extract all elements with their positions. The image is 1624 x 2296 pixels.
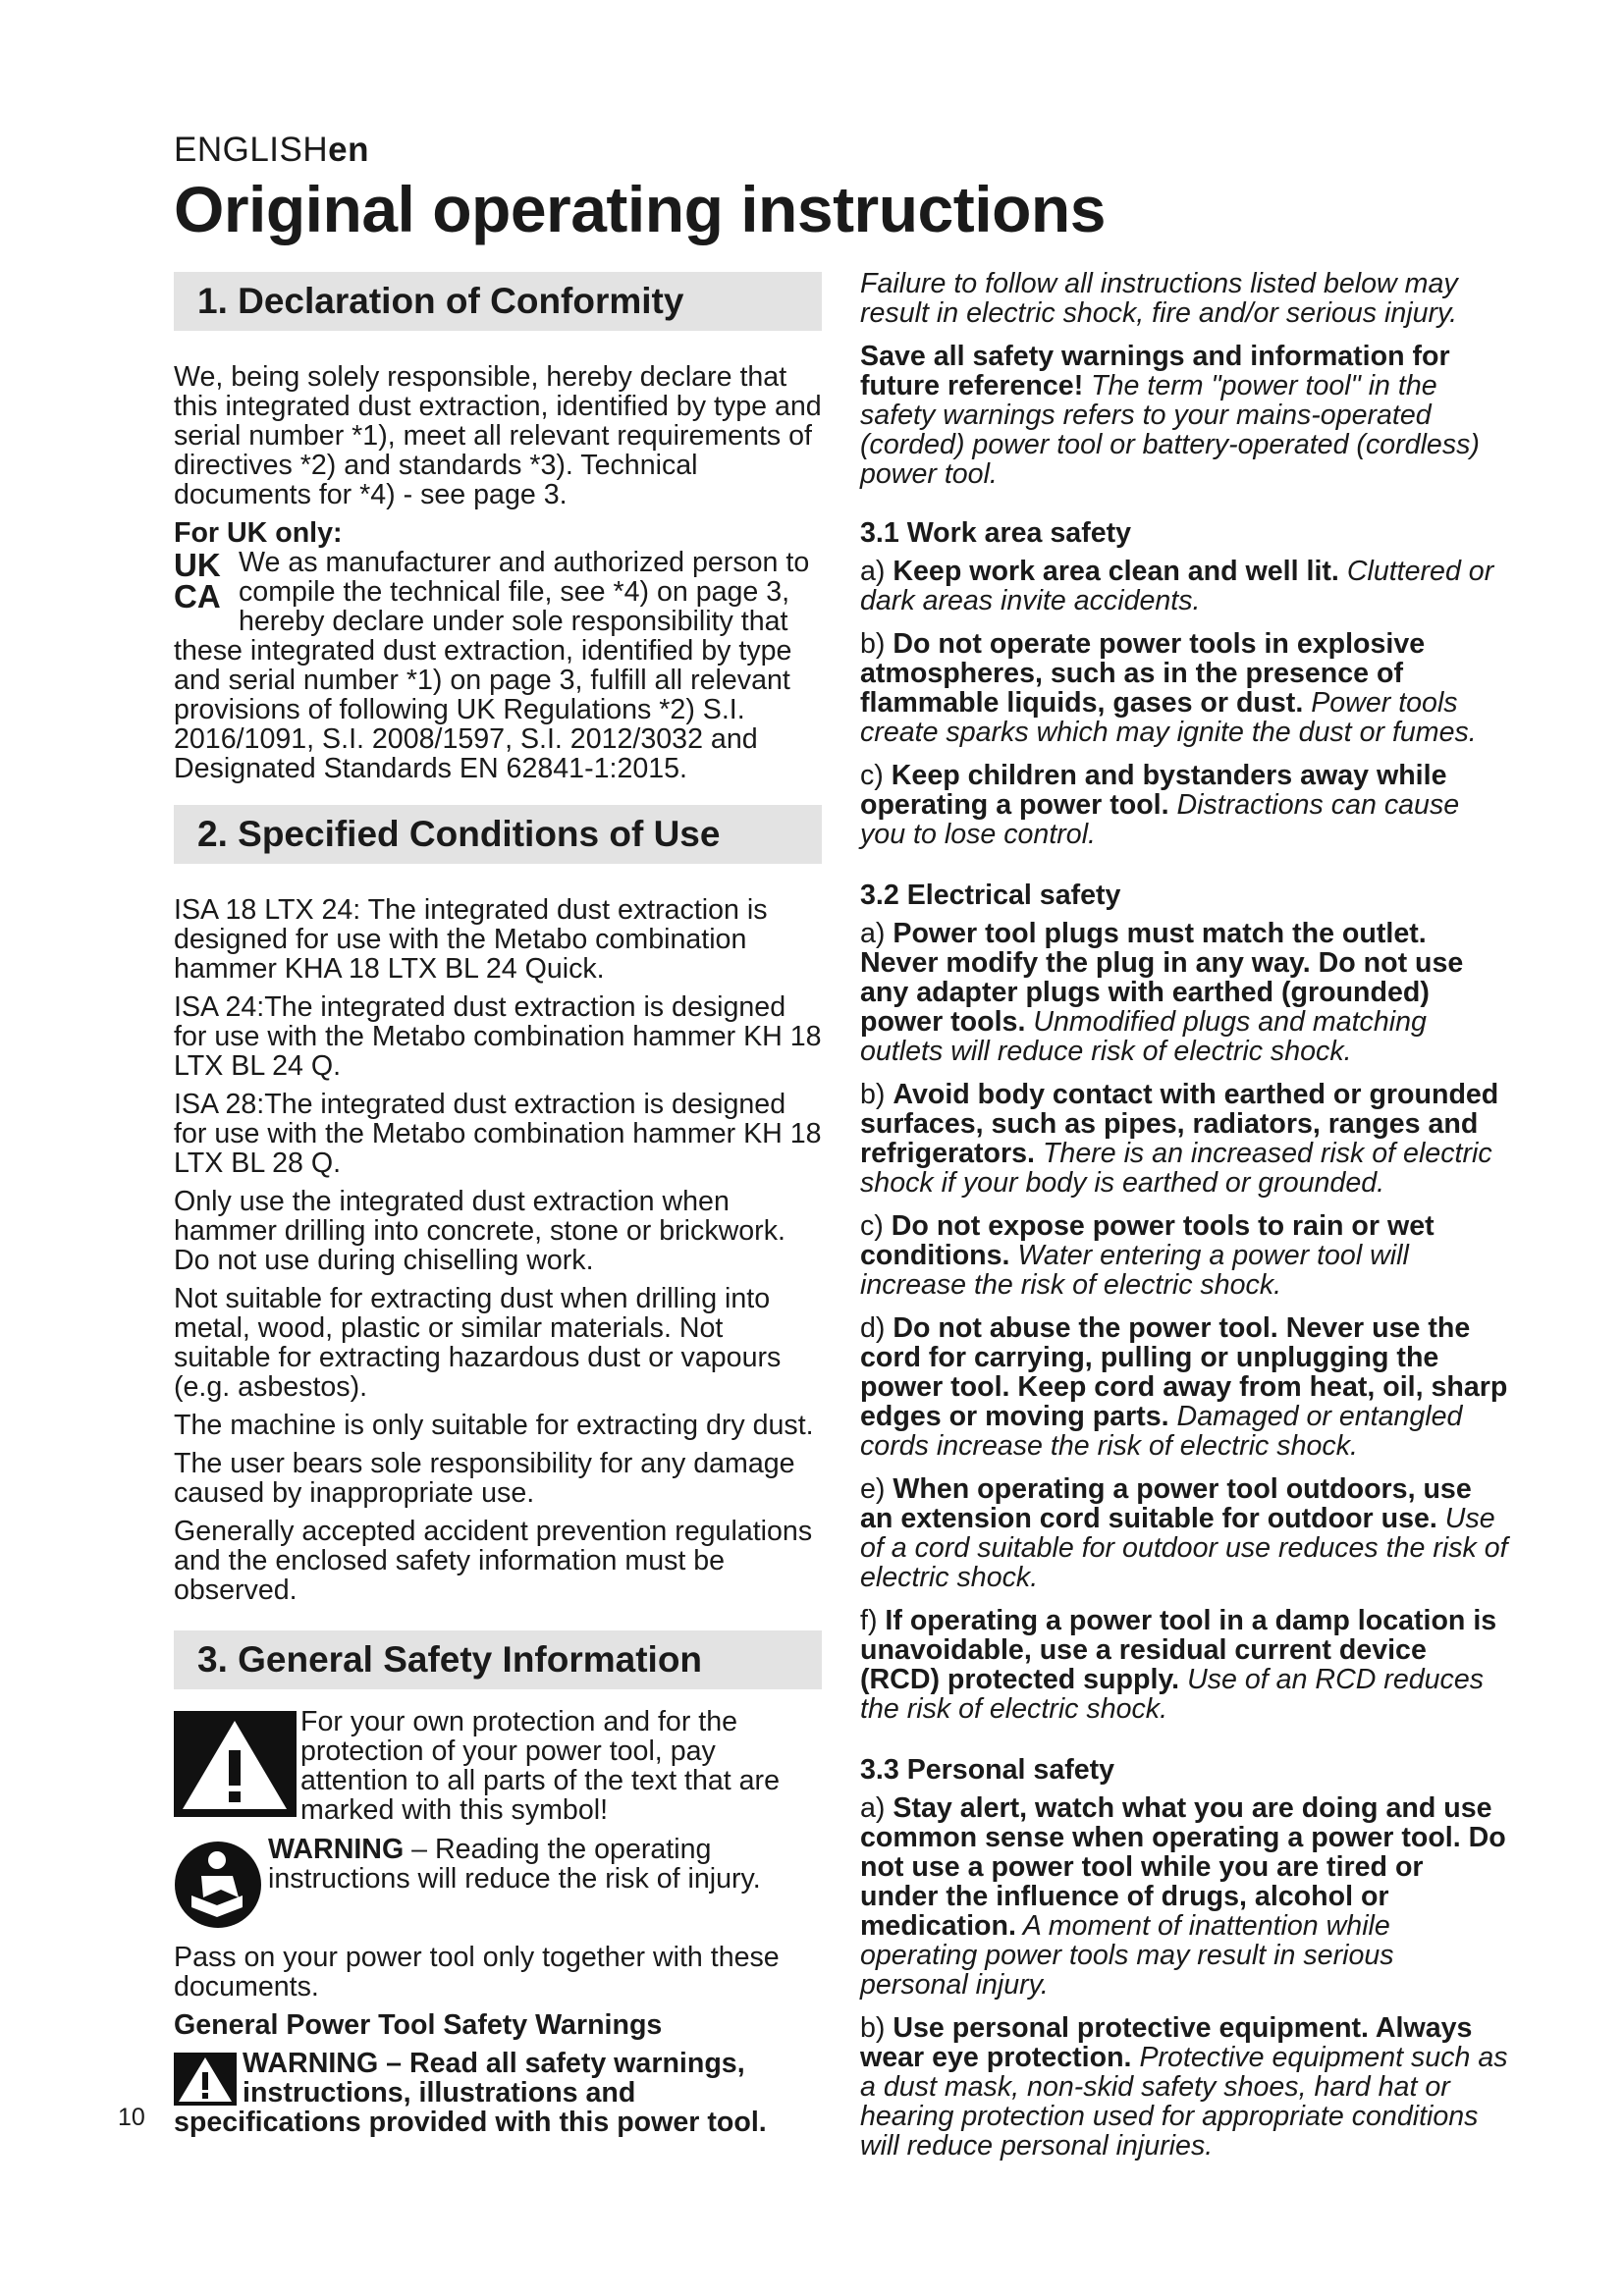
personal-a bbox=[860, 1793, 1508, 2000]
use-dry-dust-text: The machine is only suitable for extracting dry dust. bbox=[174, 1410, 814, 1441]
item-bold: If operating a power tool in a damp location is unavoidable, use a residual current device (RCD) protected supply. bbox=[860, 1605, 1497, 1695]
item-prefix: a) bbox=[860, 1792, 893, 1824]
warning-symbol-note bbox=[174, 1707, 822, 1825]
warning-symbol-text: For your own protection and for the protection of your power tool, pay attention to all parts of the text that are marked with this symbol! bbox=[300, 1706, 780, 1826]
personal-heading: 3.3 Personal safety bbox=[860, 1754, 1115, 1786]
work-area-heading: 3.1 Work area safety bbox=[860, 517, 1132, 549]
item-prefix: a) bbox=[860, 918, 893, 949]
read-all-warnings bbox=[174, 2049, 822, 2137]
item-bold: Use personal protective equipment. Always wear eye protection. bbox=[860, 2012, 1473, 2073]
item-italic: A moment of inattention while operating power tools may result in serious personal injury. bbox=[860, 1910, 1394, 2001]
item-italic: There is an increased risk of electric shock if your body is earthed or grounded. bbox=[860, 1138, 1492, 1199]
item-prefix: b) bbox=[860, 1079, 893, 1110]
language-label bbox=[174, 131, 369, 170]
item-bold: Keep children and bystanders away while operating a power tool. bbox=[860, 760, 1447, 821]
item-bold: Do not operate power tools in explosive atmospheres, such as in the presence of flammable liquids, gases or dust. bbox=[860, 628, 1426, 719]
use-isa24-text: ISA 24:The integrated dust extraction is designed for use with the Metabo combination hammer KH 18 LTX BL 24 Q. bbox=[174, 991, 822, 1082]
read-manual-note bbox=[174, 1835, 822, 1929]
item-bold: Do not expose power tools to rain or wet conditions. bbox=[860, 1210, 1435, 1271]
item-bold: Avoid body contact with earthed or grounded surfaces, such as pipes, radiators, ranges and refrigerators. bbox=[860, 1079, 1499, 1169]
failure-warning-text: Failure to follow all instructions listed below may result in electric shock, fire and/or serious injury. bbox=[860, 268, 1458, 329]
electrical-e bbox=[860, 1474, 1508, 1592]
electrical-c bbox=[860, 1211, 1508, 1300]
item-italic: Water entering a power tool will increase the risk of electric shock. bbox=[860, 1240, 1409, 1301]
electrical-d bbox=[860, 1313, 1508, 1461]
use-responsibility-text: The user bears sole responsibility for any damage caused by inappropriate use. bbox=[174, 1448, 795, 1509]
page-title: Original operating instructions bbox=[174, 173, 1106, 245]
language-name: ENGLISH bbox=[174, 131, 329, 169]
warning-triangle-icon bbox=[174, 1711, 297, 1817]
work-area-b bbox=[860, 629, 1508, 747]
save-warnings bbox=[860, 342, 1508, 489]
electrical-b bbox=[860, 1080, 1508, 1198]
read-all-warnings-text: WARNING – Read all safety warnings, instructions, illustrations and specifications provided with this power tool. bbox=[174, 2048, 767, 2138]
uk-only-heading: For UK only: bbox=[174, 517, 343, 549]
item-prefix: e) bbox=[860, 1473, 893, 1505]
safety-symbol-block bbox=[174, 1707, 822, 1929]
personal-b bbox=[860, 2013, 1508, 2161]
electrical-f bbox=[860, 1606, 1508, 1724]
item-prefix: c) bbox=[860, 760, 892, 791]
svg-text:CA: CA bbox=[174, 578, 221, 611]
svg-text:UK: UK bbox=[174, 550, 221, 583]
item-prefix: b) bbox=[860, 628, 893, 660]
pass-on-text: Pass on your power tool only together with these documents. bbox=[174, 1942, 780, 2002]
item-bold: Keep work area clean and well lit. bbox=[893, 556, 1339, 587]
right-column bbox=[860, 269, 1508, 2161]
item-italic: Use of an RCD reduces the risk of electric shock. bbox=[860, 1664, 1485, 1725]
work-area-c bbox=[860, 761, 1508, 849]
electrical-a bbox=[860, 919, 1508, 1066]
page-number: 10 bbox=[118, 2104, 145, 2131]
item-prefix: f) bbox=[860, 1605, 886, 1636]
failure-warning bbox=[860, 269, 1508, 328]
item-italic: Distractions can cause you to lose control. bbox=[860, 789, 1460, 850]
item-italic: Protective equipment such as a dust mask, non-skid safety shoes, hard hat or hearing protection used for appropriate conditions will reduce personal injuries. bbox=[860, 2042, 1508, 2162]
item-prefix: c) bbox=[860, 1210, 892, 1242]
uk-declaration-text: We as manufacturer and authorized person to compile the technical file, see *4) on page 3, hereby declare under sole responsibility that these integrated dust extraction, identified by type and serial number *1) on page 3, fulfill all relevant provisions of following UK Regulations *2) S.I. 2016/1091, S.I. 2008/1597, S.I. 2012/3032 and Designated Standards EN 62841-1:2015. bbox=[174, 547, 810, 784]
item-bold: When operating a power tool outdoors, use an extension cord suitable for outdoor use. bbox=[860, 1473, 1472, 1534]
use-isa28-text: ISA 28:The integrated dust extraction is designed for use with the Metabo combination hammer KH 18 LTX BL 28 Q. bbox=[174, 1089, 822, 1179]
item-bold: Do not abuse the power tool. Never use the cord for carrying, pulling or unplugging the power tool. Keep cord away from heat, oil, sharp edges or moving parts. bbox=[860, 1312, 1508, 1432]
use-hammer-drilling-text: Only use the integrated dust extraction when hammer drilling into concrete, stone or brickwork. Do not use during chiselling work. bbox=[174, 1186, 785, 1276]
item-italic: Use of a cord suitable for outdoor use reduces the risk of electric shock. bbox=[860, 1503, 1508, 1593]
item-italic: Cluttered or dark areas invite accidents. bbox=[860, 556, 1494, 616]
item-prefix: d) bbox=[860, 1312, 893, 1344]
ukca-mark-icon bbox=[174, 550, 231, 611]
general-warnings-heading: General Power Tool Safety Warnings bbox=[174, 2009, 663, 2041]
section-3-heading: 3. General Safety Information bbox=[174, 1630, 822, 1689]
item-bold: Stay alert, watch what you are doing and use common sense when operating a power tool. Do not use a power tool while you are tired or under the influence of drugs, alcohol or medication. bbox=[860, 1792, 1506, 1942]
save-warnings-bold: Save all safety warnings and information for future reference! bbox=[860, 341, 1450, 401]
uk-declaration bbox=[174, 548, 822, 783]
item-italic: Damaged or entangled cords increase the risk of electric shock. bbox=[860, 1401, 1463, 1462]
left-column bbox=[174, 272, 822, 2137]
language-code: en bbox=[328, 131, 370, 169]
item-prefix: a) bbox=[860, 556, 893, 587]
section-1-heading: 1. Declaration of Conformity bbox=[174, 272, 822, 331]
item-italic: Unmodified plugs and matching outlets will reduce risk of electric shock. bbox=[860, 1006, 1427, 1067]
declaration-text: We, being solely responsible, hereby declare that this integrated dust extraction, identified by type and serial number *1), meet all relevant requirements of directives *2) and standards *3). Technical documents for *4) - see page 3. bbox=[174, 361, 822, 510]
work-area-a bbox=[860, 557, 1508, 615]
use-isa18-text: ISA 18 LTX 24: The integrated dust extraction is designed for use with the Metabo combination hammer KHA 18 LTX BL 24 Quick. bbox=[174, 894, 768, 985]
item-prefix: b) bbox=[860, 2012, 893, 2044]
read-manual-warning-label: WARNING bbox=[268, 1834, 405, 1865]
read-manual-icon bbox=[174, 1841, 262, 1929]
item-bold: Power tool plugs must match the outlet. Never modify the plug in any way. Do not use any adapter plugs with earthed (grounded) power tools. bbox=[860, 918, 1464, 1038]
electrical-heading: 3.2 Electrical safety bbox=[860, 880, 1121, 911]
read-manual-text bbox=[268, 1835, 822, 1929]
use-regulations-text: Generally accepted accident prevention regulations and the enclosed safety information must be observed. bbox=[174, 1516, 813, 1606]
save-warnings-italic: The term "power tool" in the safety warnings refers to your mains-operated (corded) power tool or battery-operated (cordless) power tool. bbox=[860, 370, 1480, 490]
item-italic: Power tools create sparks which may ignite the dust or fumes. bbox=[860, 687, 1477, 748]
section-2-heading: 2. Specified Conditions of Use bbox=[174, 805, 822, 864]
read-manual-warning-text: – Reading the operating instructions will reduce the risk of injury. bbox=[268, 1834, 761, 1895]
warning-small-icon bbox=[174, 2053, 237, 2106]
use-not-suitable-text: Not suitable for extracting dust when drilling into metal, wood, plastic or similar materials. Not suitable for extracting hazardous dust or vapours (e.g. asbestos). bbox=[174, 1283, 782, 1403]
